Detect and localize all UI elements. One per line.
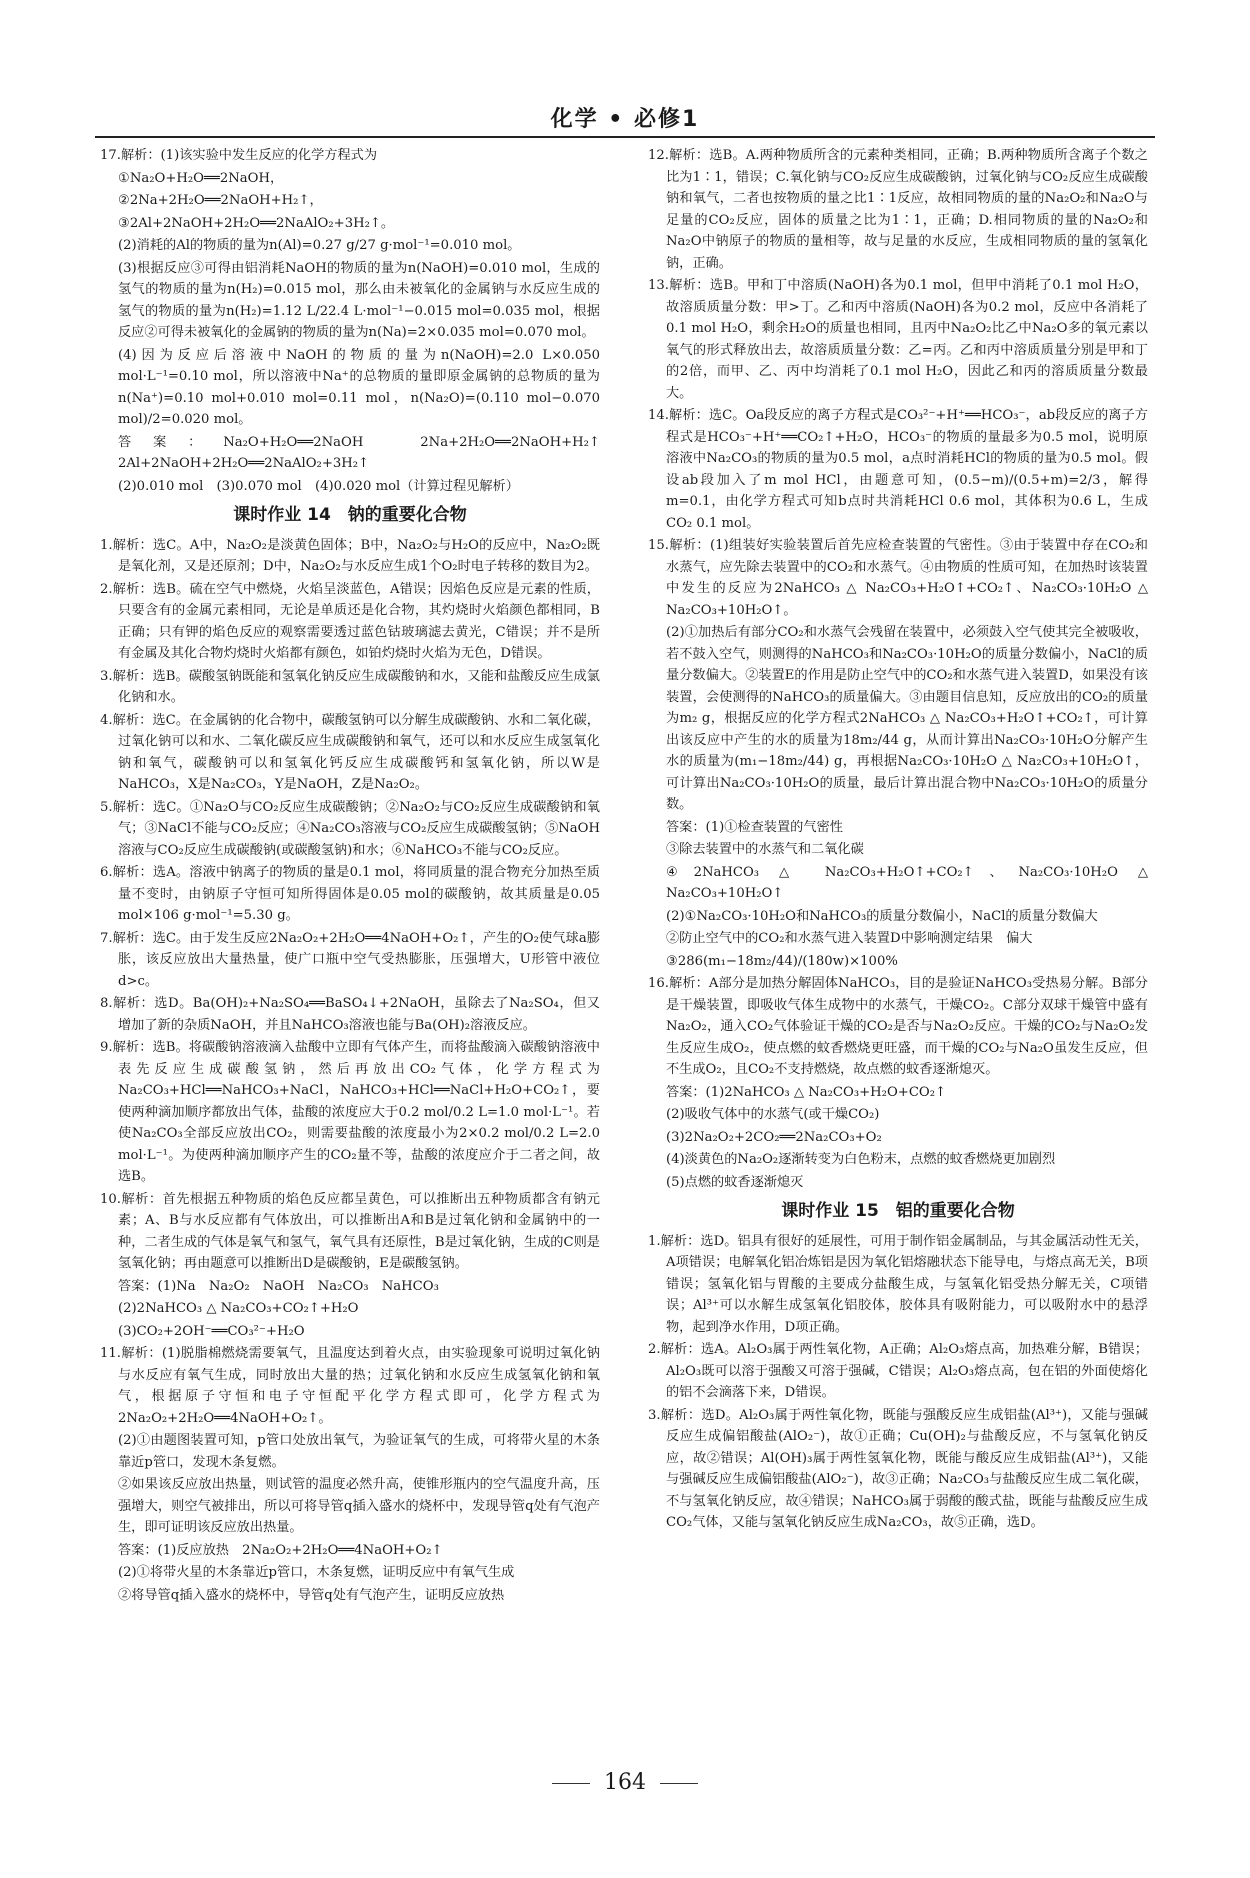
answer-line: (4)淡黄色的Na₂O₂逐渐转变为白色粉末，点燃的蚊香燃烧更加剧烈: [666, 1152, 1056, 1167]
section-heading-14: 课时作业 14 钠的重要化合物: [233, 505, 467, 525]
q17-line: ③2Al+2NaOH+2H₂O══2NaAlO₂+3H₂↑。: [118, 215, 395, 231]
explanation-item: 8.解析：选D。Ba(OH)₂+Na₂SO₄══BaSO₄↓+2NaOH，虽除去了Na₂SO₄，但又增加了新的杂质NaOH，并且NaHCO₃溶液也能与Ba(OH)₂溶液反应。: [100, 996, 600, 1033]
explanation-item: 1.解析：选D。铝具有很好的延展性，可用于制作铝金属制品，与其金属活动性无关，A项错误；电解氧化铝冶炼铝是因为氧化铝熔融状态下能导电，与熔点高无关，B项错误；氢氧化铝与胃酸的主要成分盐酸生成，与氢氧化铝受热分解无关，C项错误；Al³⁺可以水解生成氢氧化铝胶体，胶体具有吸附能力，可以吸附水中的悬浮物，起到净水作用，D项正确。: [648, 1233, 1148, 1335]
explanation-item: 16.解析：A部分是加热分解固体NaHCO₃，目的是验证NaHCO₃受热易分解。B部分是干燥装置，即吸收气体生成物中的水蒸气，干燥CO₂。C部分双球干燥管中盛有Na₂O₂，通入CO₂气体验证干燥的CO₂是否与Na₂O₂反应。干燥的CO₂与Na₂O₂发生反应生成O₂，使点燃的蚊香燃烧更旺盛，而干燥的CO₂与Na₂O虽发生反应，但不生成O₂，且CO₂不支持燃烧，故点燃的蚊香逐渐熄灭。: [648, 976, 1148, 1077]
explanation-item: 2.解析：选A。Al₂O₃属于两性氧化物，A正确；Al₂O₃熔点高，加热难分解，B错误；Al₂O₃既可以溶于强酸又可溶于强碱，C错误；Al₂O₃熔点高，包在铝的外面使熔化的铝不会滴落下来，D错误。: [648, 1342, 1148, 1400]
answer-line: (3)CO₂+2OH⁻══CO₃²⁻+H₂O: [118, 1323, 305, 1339]
answer-line: ②防止空气中的CO₂和水蒸气进入装置D中影响测定结果 偏大: [666, 931, 1033, 946]
answer-line: ②将导管q插入盛水的烧杯中，导管q处有气泡产生，证明反应放热: [118, 1587, 505, 1603]
section-heading-15: 课时作业 15 铝的重要化合物: [781, 1201, 1015, 1221]
q17-line: ②2Na+2H₂O══2NaOH+H₂↑，: [118, 193, 323, 208]
explanation-item: 13.解析：选B。甲和丁中溶质(NaOH)各为0.1 mol，但甲中消耗了0.1 mol H₂O，故溶质质量分数：甲>丁。乙和丙中溶质(NaOH)各为0.2 mol，反应中各消耗了0.1 mol H₂O，剩余H₂O的质量也相同，且丙中Na₂O₂比乙中Na₂O多的氧元素以氧气的形式释放出去，故溶质质量分数：乙=丙。乙和丙中溶质质量分别是甲和丁的2倍，而甲、乙、丙中均消耗了0.1 mol H₂O，因此乙和丙的溶质质量分数最大。: [648, 278, 1148, 401]
answer-line: 答案：(1)反应放热 2Na₂O₂+2H₂O══4NaOH+O₂↑: [118, 1542, 443, 1558]
answer-line: (2)①将带火星的木条靠近p管口，木条复燃，证明反应中有氧气生成: [118, 1565, 515, 1580]
answer-line: (2)吸收气体中的水蒸气(或干燥CO₂): [666, 1107, 880, 1122]
q17-line: (4)因为反应后溶液中NaOH的物质的量为n(NaOH)=2.0 L×0.050 mol·L⁻¹=0.10 mol，所以溶液中Na⁺的总物质的量即原金属钠的总物质的量为n(Na⁺)=0.10 mol+0.010 mol=0.11 mol，n(Na₂O)=(0.110 mol−0.070 mol)/2=0.020 mol。: [118, 347, 600, 427]
page-number-text: 164: [604, 1770, 646, 1795]
answer-line: (3)2Na₂O₂+2CO₂══2Na₂CO₃+O₂: [666, 1129, 882, 1145]
explanation-line: (2)①加热后有部分CO₂和水蒸气会残留在装置中，必须鼓入空气使其完全被吸收，若不鼓入空气，则测得的NaHCO₃和Na₂CO₃·10H₂O的质量分数偏小，NaCl的质量分数偏大。②装置E的作用是防止空气中的CO₂和水蒸气进入装置D，如果没有该装置，会使测得的NaHCO₃的质量偏大。③由题目信息知，反应放出的CO₂的质量为m₂ g，根据反应的化学方程式2NaHCO₃ △ Na₂CO₃+H₂O↑+CO₂↑，可计算出该反应中产生的水的质量为18m₂/44 g，从而计算出Na₂CO₃·10H₂O分解产生水的质量为(m₁−18m₂/44) g，再根据Na₂CO₃·10H₂O △ Na₂CO₃+10H₂O↑，可计算出Na₂CO₃·10H₂O的质量，最后计算出混合物中Na₂CO₃·10H₂O的质量分数。: [666, 625, 1148, 812]
q17-line: ①Na₂O+H₂O══2NaOH，: [118, 170, 284, 186]
answer-line: 答案：(1)Na Na₂O₂ NaOH Na₂CO₃ NaHCO₃: [118, 1278, 439, 1294]
explanation-line: ②如果该反应放出热量，则试管的温度必然升高，使锥形瓶内的空气温度升高，压强增大，则空气被排出，所以可将导管q插入盛水的烧杯中，发现导管q处有气泡产生，即可证明该反应放出热量。: [118, 1477, 600, 1535]
explanation-item: 7.解析：选C。由于发生反应2Na₂O₂+2H₂O══4NaOH+O₂↑，产生的O₂使气球a膨胀，该反应放出大量热量，使广口瓶中空气受热膨胀，压强增大，U形管中液位d>c。: [100, 930, 600, 989]
explanation-item: 11.解析：(1)脱脂棉燃烧需要氧气，且温度达到着火点，由实验现象可说明过氧化钠与水反应有氧气生成，同时放出大量的热；过氧化钠和水反应生成氢氧化钠和氧气，根据原子守恒和电子守恒配平化学方程式即可，化学方程式为2Na₂O₂+2H₂O══4NaOH+O₂↑。: [100, 1346, 600, 1426]
page-number-dash: [552, 1783, 590, 1784]
explanation-item: 1.解析：选C。A中，Na₂O₂是淡黄色固体；B中，Na₂O₂与H₂O的反应中，Na₂O₂既是氧化剂，又是还原剂；D中，Na₂O₂与水反应生成1个O₂时电子转移的数目为2。: [100, 537, 600, 574]
explanation-item: 9.解析：选B。将碳酸钠溶液滴入盐酸中立即有气体产生，而将盐酸滴入碳酸钠溶液中表先反应生成碳酸氢钠，然后再放出CO₂气体，化学方程式为Na₂CO₃+HCl══NaHCO₃+NaCl，NaHCO₃+HCl══NaCl+H₂O+CO₂↑，要使两种滴加顺序都放出气体，盐酸的浓度应大于0.2 mol/0.2 L=1.0 mol·L⁻¹。若使Na₂CO₃全部反应放出CO₂，则需要盐酸的浓度最小为2×0.2 mol/0.2 L=2.0 mol·L⁻¹。为使两种滴加顺序产生的CO₂量不等，盐酸的浓度应介于二者之间，故选B。: [100, 1040, 600, 1184]
explanation-item: 2.解析：选B。硫在空气中燃烧，火焰呈淡蓝色，A错误；因焰色反应是元素的性质，只要含有的金属元素相同，无论是单质还是化合物，其灼烧时火焰颜色都相同，B正确；只有钾的焰色反应的观察需要透过蓝色钴玻璃滤去黄光，C错误；并不是所有金属及其化合物灼烧时火焰都有颜色，如铂灼烧时火焰为无色，D错误。: [100, 581, 600, 661]
page-header: [95, 102, 1155, 136]
header-title: 化学 • 必修1: [550, 107, 700, 132]
q17-line: 17.解析：(1)该实验中发生反应的化学方程式为: [100, 148, 378, 163]
page-number: [0, 1770, 1250, 1795]
explanation-item: 5.解析：选C。①Na₂O与CO₂反应生成碳酸钠；②Na₂O₂与CO₂反应生成碳酸钠和氧气；③NaCl不能与CO₂反应；④Na₂CO₃溶液与CO₂反应生成碳酸氢钠；⑤NaOH溶液与CO₂反应生成碳酸钠(或碳酸氢钠)和水；⑥NaHCO₃不能与CO₂反应。: [100, 799, 600, 858]
answer-line: ③除去装置中的水蒸气和二氧化碳: [666, 842, 864, 857]
answer-line: (5)点燃的蚊香逐渐熄灭: [666, 1174, 804, 1190]
answer-line: (2)①Na₂CO₃·10H₂O和NaHCO₃的质量分数偏小，NaCl的质量分数偏大: [666, 908, 1098, 924]
answer-line: 答案：(1)2NaHCO₃ △ Na₂CO₃+H₂O+CO₂↑: [666, 1084, 947, 1100]
answer-line: 答案：(1)①检查装置的气密性: [666, 819, 843, 835]
q17-line: (3)根据反应③可得由铝消耗NaOH的物质的量为n(NaOH)=0.010 mol，生成的氢气的物质的量为n(H₂)=0.015 mol，那么由未被氧化的金属钠与水反应生成的氢气的物质的量为n(H₂)=1.12 L/22.4 L·mol⁻¹−0.015 mol=0.035 mol，根据反应②可得未被氧化的金属钠的物质的量为n(Na)=2×0.035 mol=0.070 mol。: [118, 260, 600, 340]
page-number-dash: [660, 1783, 698, 1784]
explanation-item: 15.解析：(1)组装好实验装置后首先应检查装置的气密性。③由于装置中存在CO₂和水蒸气，应先除去装置中的CO₂和水蒸气。④由物质的性质可知，在加热时该装置中发生的反应为2NaHCO₃ △ Na₂CO₃+H₂O↑+CO₂↑、Na₂CO₃·10H₂O △ Na₂CO₃+10H₂O↑。: [648, 538, 1148, 618]
answer-line: (2)2NaHCO₃ △ Na₂CO₃+CO₂↑+H₂O: [118, 1301, 359, 1316]
explanation-item: 3.解析：选B。碳酸氢钠既能和氢氧化钠反应生成碳酸钠和水，又能和盐酸反应生成氯化钠和水。: [100, 668, 600, 705]
explanation-item: 12.解析：选B。A.两种物质所含的元素种类相同，正确；B.两种物质所含离子个数之比为1∶1，错误；C.氧化钠与CO₂反应生成碳酸钠，过氧化钠与CO₂反应生成碳酸钠和氧气，二者也按物质的量之比1∶1反应，故相同物质的量的Na₂O₂和Na₂O与足量的CO₂反应，固体的质量之比为1∶1，正确；D.相同物质的量的Na₂O₂和Na₂O中钠原子的物质的量相等，故与足量的水反应，生成相同物质的量的氢氧化钠，正确。: [648, 148, 1148, 271]
left-column: [100, 145, 614, 1607]
right-column: [648, 145, 1148, 1535]
explanation-item: 14.解析：选C。Oa段反应的离子方程式是CO₃²⁻+H⁺══HCO₃⁻，ab段反应的离子方程式是HCO₃⁻+H⁺══CO₂↑+H₂O，HCO₃⁻的物质的量最多为0.5 mol，说明原溶液中Na₂CO₃的物质的量为0.5 mol，a点时消耗HCl的物质的量为0.5 mol。假设ab段加入了m mol HCl，由题意可知，(0.5−m)/(0.5+m)=2/3，解得m=0.1，由化学方程式可知b点时共消耗HCl 0.6 mol，其体积为0.6 L，生成CO₂ 0.1 mol。: [648, 408, 1148, 531]
explanation-item: 4.解析：选C。在金属钠的化合物中，碳酸氢钠可以分解生成碳酸钠、水和二氧化碳，过氧化钠可以和水、二氧化碳反应生成碳酸钠和氧气，还可以和水反应生成氢氧化钠和氧气，碳酸钠可以和氢氧化钙反应生成碳酸钙和氢氧化钠，所以W是NaHCO₃，X是Na₂CO₃，Y是NaOH，Z是Na₂O₂。: [100, 712, 600, 792]
header-rule: [95, 136, 1155, 138]
answer-line: ③286(m₁−18m₂/44)/(180w)×100%: [666, 953, 898, 969]
explanation-line: (2)①由题图装置可知，p管口处放出氧气，为验证氧气的生成，可将带火星的木条靠近p管口，发现木条复燃。: [118, 1433, 600, 1470]
q17-line: (2)消耗的Al的物质的量为n(Al)=0.27 g/27 g·mol⁻¹=0.010 mol。: [118, 238, 521, 253]
explanation-item: 3.解析：选D。Al₂O₃属于两性氧化物，既能与强酸反应生成铝盐(Al³⁺)，又能与强碱反应生成偏铝酸盐(AlO₂⁻)，故①正确；Cu(OH)₂与盐酸反应，不与氢氧化钠反应，故②错误；Al(OH)₃属于两性氢氧化物，既能与酸反应生成铝盐(Al³⁺)，又能与强碱反应生成偏铝酸盐(AlO₂⁻)，故③正确；Na₂CO₃与盐酸反应生成二氧化碳，不与氢氧化钠反应，故④错误；NaHCO₃属于弱酸的酸式盐，既能与盐酸反应生成CO₂气体，又能与氢氧化钠反应生成Na₂CO₃，故⑤正确，选D。: [648, 1407, 1148, 1530]
q17-answer: 答案：Na₂O+H₂O══2NaOH 2Na+2H₂O══2NaOH+H₂↑ 2Al+2NaOH+2H₂O══2NaAlO₂+3H₂↑: [118, 434, 614, 471]
explanation-item: 10.解析：首先根据五种物质的焰色反应都呈黄色，可以推断出五种物质都含有钠元素；A、B与水反应都有气体放出，可以推断出A和B是过氧化钠和金属钠中的一种，二者生成的气体是氧气和氢气，氧气具有还原性，B是过氧化钠，生成的C则是氢氧化钠；再由题意可以推断出D是碳酸钠，E是碳酸氢钠。: [100, 1191, 600, 1271]
answer-line: ④2NaHCO₃ △ Na₂CO₃+H₂O↑+CO₂↑、Na₂CO₃·10H₂O △ Na₂CO₃+10H₂O↑: [666, 864, 1148, 901]
explanation-item: 6.解析：选A。溶液中钠离子的物质的量是0.1 mol，将同质量的混合物充分加热至质量不变时，由钠原子守恒可知所得固体是0.05 mol的碳酸钠，故其质量是0.05 mol×106 g·mol⁻¹=5.30 g。: [100, 865, 600, 923]
q17-answer: (2)0.010 mol (3)0.070 mol (4)0.020 mol（计算过程见解析）: [118, 478, 519, 494]
